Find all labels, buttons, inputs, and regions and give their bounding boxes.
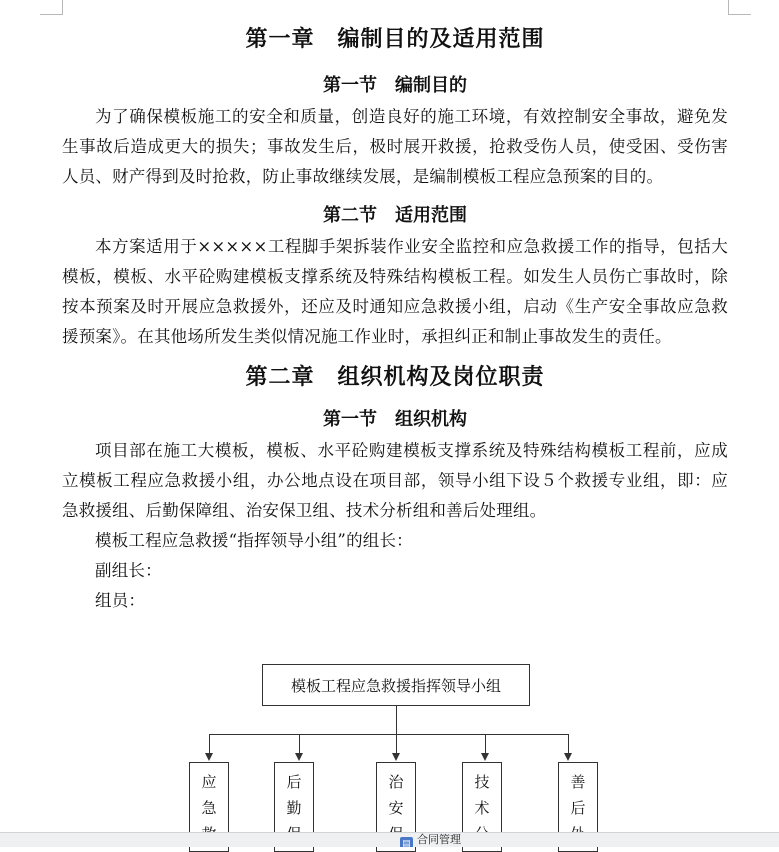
section-2-1-title: 第一节 组织机构 (323, 409, 467, 430)
document-page (62, 20, 728, 616)
arrow-down-icon (392, 753, 400, 761)
team-box-char: 善 (570, 773, 586, 791)
team-box-char: 后 (286, 773, 302, 791)
org-chart-connector (299, 734, 300, 754)
members-line: 组员： (95, 591, 146, 610)
document-manage-icon: ▤ (400, 837, 413, 848)
arrow-down-icon (295, 753, 303, 761)
org-chart-connector (396, 734, 397, 754)
team-box-char: 治 (388, 773, 404, 791)
team-box-char: 后 (570, 799, 586, 817)
deputy-leader-line: 副组长： (95, 561, 162, 580)
team-box-char: 技 (474, 773, 490, 791)
team-box-char: 应 (201, 773, 217, 791)
chapter-1-title: 第一章 编制目的及适用范围 (245, 26, 545, 52)
org-chart-connector (485, 734, 486, 754)
team-box-char: 急 (201, 799, 217, 817)
org-chart-connector (209, 734, 210, 754)
chapter-2-title: 第二章 组织机构及岗位职责 (245, 364, 545, 390)
arrow-down-icon (205, 753, 213, 761)
org-chart-top-box: 模板工程应急救援指挥领导小组 (262, 664, 530, 706)
page-corner-mark-left (40, 0, 63, 15)
section-1-2-paragraph: 本方案适用于×××××工程脚手架拆装作业安全监控和应急救援工作的指导，包括大模板，模板、水平砼购建模板支撑系统及特殊结构模板工程。如发生人员伤亡事故时，除按本预案及时开展应急救援外，还应及时通知应急救援小组，启动《生产安全事故应急救援预案》。在其他场所发生类似情况施工作业时，承担纠正和制止事故发生的责任。 (62, 237, 728, 346)
contract-manage-label: 合同管理 (417, 834, 461, 846)
arrow-down-icon (481, 753, 489, 761)
leader-line: 模板工程应急救援“指挥领导小组”的组长： (95, 531, 413, 550)
page-corner-mark-right (728, 0, 751, 15)
team-box-char: 术 (474, 799, 490, 817)
arrow-down-icon (564, 753, 572, 761)
section-1-1-paragraph: 为了确保模板施工的安全和质量，创造良好的施工环境，有效控制安全事故，避免发生事故后造成更大的损失；事故发生后，极时展开救援，抢救受伤人员，使受困、受伤害人员、财产得到及时抢救，防止事故继续发展，是编制模板工程应急预案的目的。 (62, 107, 728, 186)
team-box-char: 勤 (286, 799, 302, 817)
org-chart-branch-line (209, 734, 568, 735)
org-chart-connector (568, 734, 569, 754)
section-2-1-paragraph: 项目部在施工大模板，模板、水平砼购建模板支撑系统及特殊结构模板工程前，应成立模板工程应急救援小组，办公地点设在项目部，领导小组下设５个救援专业组，即：应急救援组、后勤保障组、治安保卫组、技术分析组和善后处理组。 (62, 441, 728, 520)
section-1-1-title: 第一节 编制目的 (323, 75, 467, 96)
section-1-2-title: 第二节 适用范围 (323, 205, 467, 226)
status-bar (0, 832, 779, 847)
org-chart-trunk-line (396, 706, 397, 734)
team-box-char: 安 (388, 799, 404, 817)
contract-manage-button[interactable] (400, 833, 461, 847)
